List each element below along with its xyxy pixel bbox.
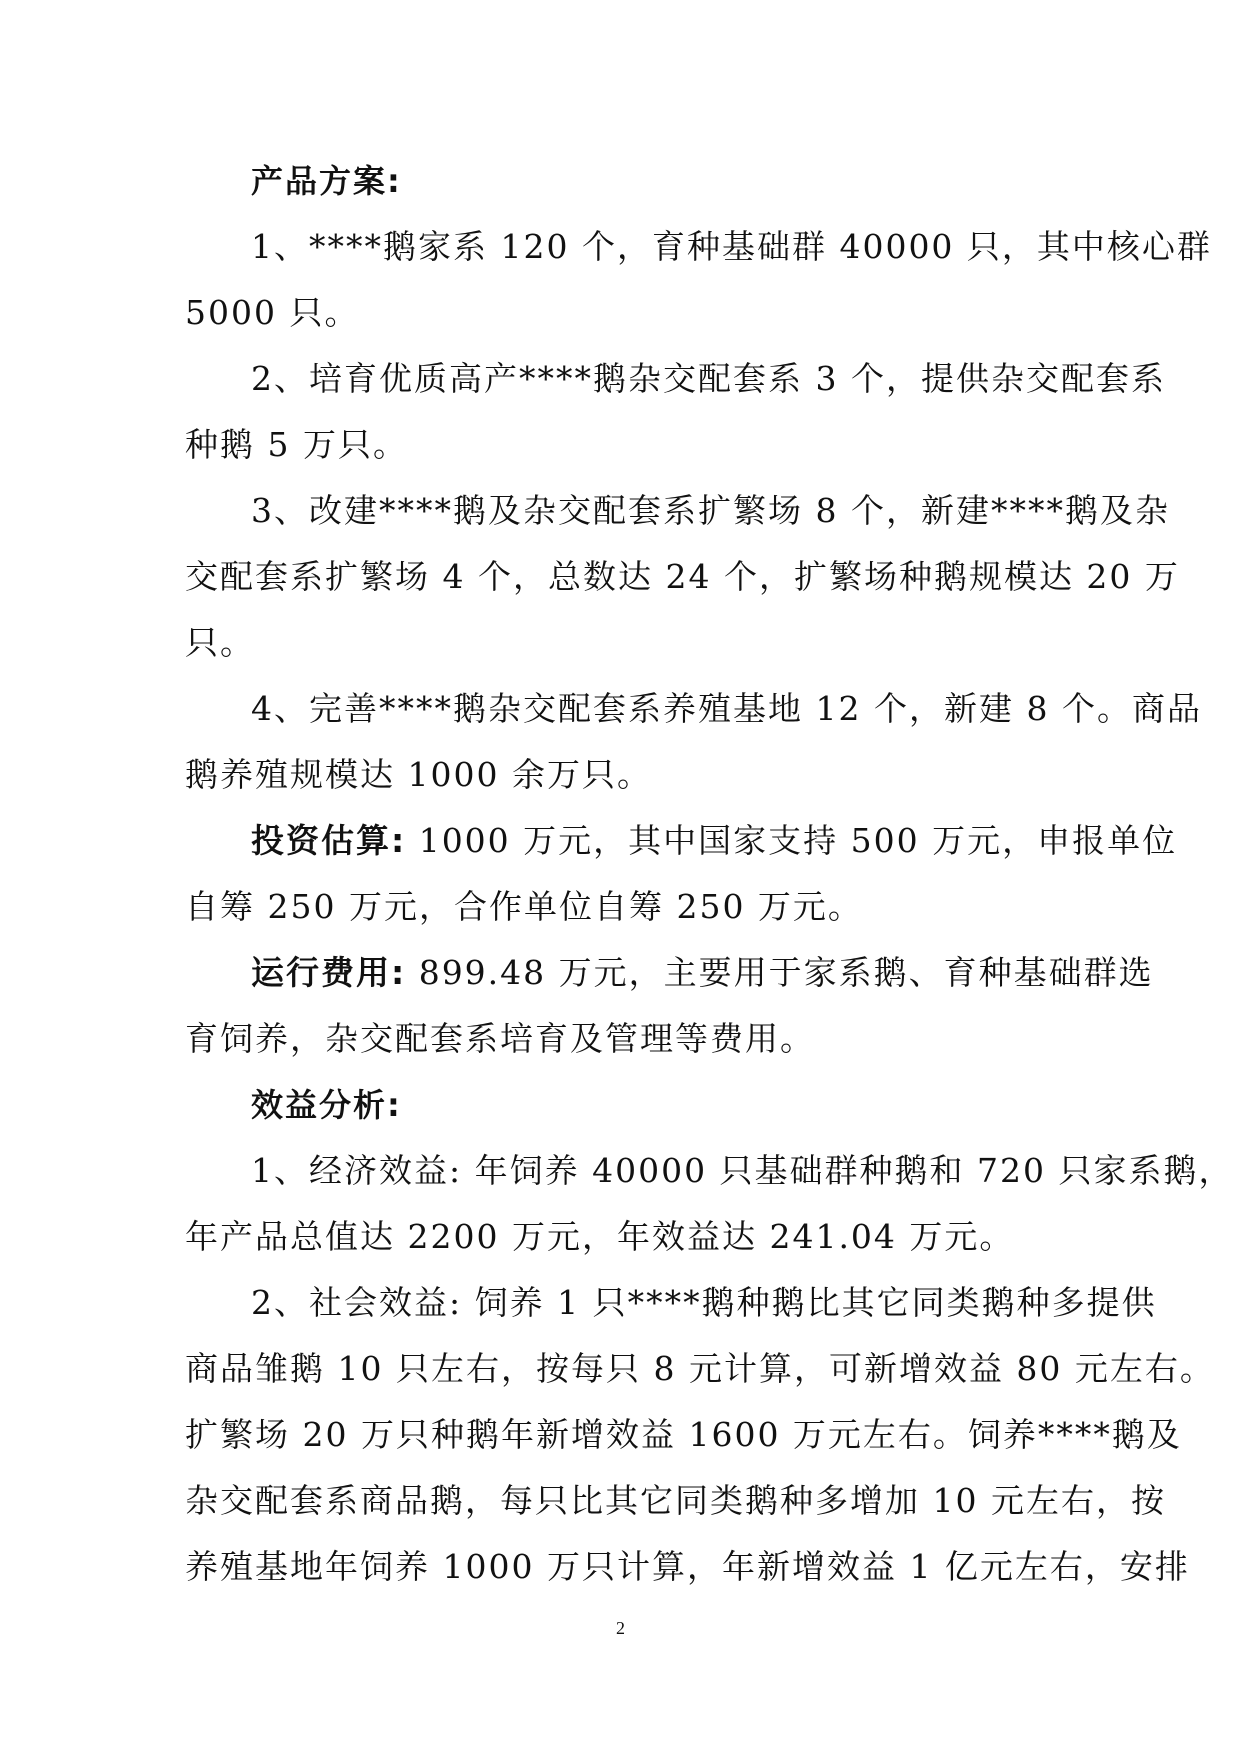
page-number: 2 — [616, 1618, 625, 1638]
operating-cost-label: 运行费用: — [251, 953, 407, 992]
investment-line-1 — [185, 808, 1178, 874]
operating-cost-line-1 — [185, 940, 1154, 1006]
product-plan-item-1-line-2: 5000 只。 — [185, 293, 360, 332]
product-plan-item-3-line-3: 只。 — [185, 623, 255, 662]
social-benefit-line-1: 2、社会效益: 饲养 1 只****鹅种鹅比其它同类鹅种多提供 — [251, 1283, 1157, 1322]
investment-line-2: 自筹 250 万元，合作单位自筹 250 万元。 — [185, 887, 863, 926]
economic-benefit-line-1: 1、经济效益: 年饲养 40000 只基础群种鹅和 720 只家系鹅， — [251, 1151, 1234, 1190]
product-plan-item-4-line-2: 鹅养殖规模达 1000 余万只。 — [185, 755, 652, 794]
product-plan-heading: 产品方案: — [251, 162, 402, 200]
product-plan-item-3-line-2: 交配套系扩繁场 4 个，总数达 24 个，扩繁场种鹅规模达 20 万 — [185, 557, 1180, 596]
product-plan-item-1-line-1: 1、****鹅家系 120 个，育种基础群 40000 只，其中核心群 — [251, 227, 1212, 266]
investment-label: 投资估算: — [251, 821, 407, 860]
operating-cost-text: 899.48 万元，主要用于家系鹅、育种基础群选 — [406, 953, 1154, 992]
product-plan-item-2-line-2: 种鹅 5 万只。 — [185, 425, 408, 464]
document-body — [185, 148, 1234, 1600]
social-benefit-line-3: 扩繁场 20 万只种鹅年新增效益 1600 万元左右。饲养****鹅及 — [185, 1415, 1182, 1454]
product-plan-item-2-line-1: 2、培育优质高产****鹅杂交配套系 3 个，提供杂交配套系 — [251, 359, 1166, 398]
benefit-heading: 效益分析: — [251, 1086, 402, 1124]
economic-benefit-line-2: 年产品总值达 2200 万元，年效益达 241.04 万元。 — [185, 1217, 1015, 1256]
social-benefit-line-2: 商品雏鹅 10 只左右，按每只 8 元计算，可新增效益 80 元左右。 — [185, 1349, 1215, 1388]
social-benefit-line-4: 杂交配套系商品鹅，每只比其它同类鹅种多增加 10 元左右，按 — [185, 1481, 1166, 1520]
product-plan-item-3-line-1: 3、改建****鹅及杂交配套系扩繁场 8 个，新建****鹅及杂 — [251, 491, 1170, 530]
product-plan-item-4-line-1: 4、完善****鹅杂交配套系养殖基地 12 个，新建 8 个。商品 — [251, 689, 1202, 728]
investment-text: 1000 万元，其中国家支持 500 万元，申报单位 — [406, 821, 1178, 860]
social-benefit-line-5: 养殖基地年饲养 1000 万只计算，年新增效益 1 亿元左右，安排 — [185, 1547, 1190, 1586]
operating-cost-line-2: 育饲养，杂交配套系培育及管理等费用。 — [185, 1019, 815, 1058]
